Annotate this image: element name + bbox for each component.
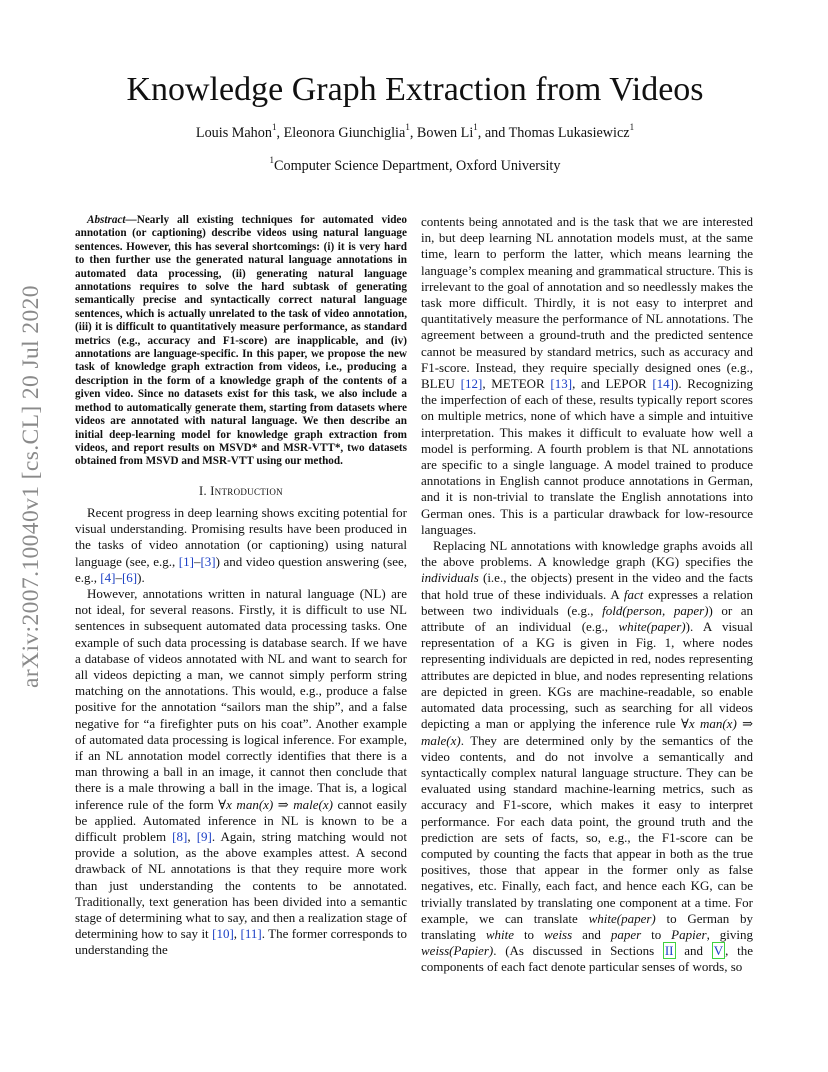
author-name: Louis Mahon (195, 125, 272, 141)
author-name: Thomas Lukasiewicz (508, 125, 630, 141)
citation-link[interactable]: [4] (100, 569, 116, 585)
section-heading-introduction: I. Introduction (199, 483, 283, 498)
author-name: Eleonora Giunchiglia (283, 125, 406, 141)
citation-link[interactable]: [13] (550, 376, 573, 392)
math-expression: ∀x man(x) ⇒ male(x) (421, 716, 753, 748)
author-name: Bowen Li (416, 125, 474, 141)
math-expression: fold(person, paper) (602, 602, 709, 618)
citation-link[interactable]: [8] (172, 828, 188, 844)
section-ref-link[interactable]: II (664, 943, 674, 959)
arxiv-identifier: arXiv:2007.10040v1 [cs.CL] 20 Jul 2020 (17, 284, 44, 688)
math-expression: Papier (671, 926, 707, 942)
citation-link[interactable]: [12] (460, 376, 483, 392)
citation-link[interactable]: [10] (212, 926, 234, 942)
right-column (421, 214, 753, 976)
body-paragraph: contents being annotated and is the task that we are interested in, but deep learning NL annotation models must, at the same time, learn to perform the latter, which means learning the language’s complex meaning and grammatical structure. This is irrelevant to the goal of annotation and so needlessly makes the task more difficult. Thirdly, it is not easy to interpret and quantitatively measure the performance of NL annotations. The agreement between a ground-truth and the predicted sentence cannot be measured by standard metrics, such as accuracy and F1-score. Instead, they require specially designed ones (e.g., BLEU [12], METEOR [13], and LEPOR [14]). Recognizing the imperfection of each of these, results typically report scores on multiple metrics, none of which have a simple and intuitive interpretation. This makes it difficult to evaluate how well a model is performing. A fourth problem is that NL annotations are specific to a single language. A model trained to produce annotations in English cannot produce annotations in German, and it is non-trivial to translate the English annotations into German ones. This is a particular drawback for low-resource languages. (421, 214, 753, 537)
separator: , (276, 125, 284, 141)
math-expression: white (485, 926, 514, 942)
math-expression: weiss (544, 926, 573, 942)
affiliation-mark: 1 (269, 155, 275, 166)
affiliation-mark: 1 (405, 122, 410, 133)
abstract-text: Nearly all existing techniques for automated video annotation (or captioning) describe videos using natural language sentences. However, this has several shortcomings: (i) it is very hard to then further use the generated natural language annotations in automated data processing, (ii) generating natural language annotations requires to solve the hard subtask of generating semantically precise and syntactically correct natural language sentences, which is actually unrelated to the task of video annotation, (iii) it is difficult to quantitatively measure performance, as standard metrics (e.g., accuracy and F1-score) are inapplicable, and (iv) annotations are language-specific. In this paper, we propose the new task of knowledge graph extraction from videos, i.e., producing a description in the form of a knowledge graph of the contents of a given video. Since no datasets exist for this task, we also include a method to automatically generate them, starting from datasets where videos are annotated with natural language. We then describe an initial deep-learning model for knowledge graph extraction from videos, and report results on MSVD* and MSR-VTT*, two datasets obtained from MSVD and MSR-VTT using our method. (75, 214, 407, 468)
emphasis: fact (623, 586, 644, 602)
intro-paragraph: However, annotations written in natural language (NL) are not ideal, for several reasons. Firstly, it is difficult to use NL sentences in subsequent automated data processing tasks. One example of such data processing is database search. If we have a database of videos annotated with NL and want to search for all videos depicting a man, we cannot simply perform string matching on the annotations. This would, e.g., produce a false positive for the annotation “sailors man the ship”, and a false negative for “a firefighter puts on his coat”. Another example of automated data processing is logical inference. For example, if an NL annotation model correctly identifies that there is a man throwing a ball in an image, it cannot then conclude that there is a male throwing a ball in the image. That is, a logical inference rule of the form ∀x man(x) ⇒ male(x) cannot easily be applied. Automated inference in NL is known to be a difficult problem [8], [9]. Again, string matching would not provide a solution, as the above examples attest. A second drawback of NL annotations is that they require more work than just understanding the contents to be annotated. Traditionally, text generation has been divided into a semantic stage of determining what to say, and then a realization stage of determining how to say it [10], [11]. The former corresponds to understanding the (75, 585, 408, 958)
citation-link[interactable]: [11] (240, 926, 262, 942)
left-column (75, 214, 407, 959)
citation-link[interactable]: [6] (121, 569, 138, 585)
emphasis: individuals (421, 570, 479, 586)
math-expression: ∀x man(x) ⇒ male(x) (218, 796, 333, 812)
author-list (70, 124, 760, 142)
section-ref-link[interactable]: V (713, 943, 724, 959)
arxiv-stamp (6, 284, 56, 688)
affiliation (70, 157, 760, 175)
citation-link[interactable]: [1] (178, 553, 194, 569)
separator: , (409, 125, 417, 141)
separator: , and (477, 125, 509, 141)
abstract (75, 214, 407, 469)
intro-paragraph: Recent progress in deep learning shows exciting potential for visual understanding. Promising results have been produced in the tasks of video annotation (or captioning) using natural language (see, e.g., [1]–[3]) and video question answering (see, e.g., [4]–[6]). (75, 504, 408, 585)
abstract-label: Abstract— (87, 214, 137, 226)
affiliation-mark: 1 (271, 122, 277, 133)
math-expression: white(paper) (588, 910, 656, 926)
math-expression: paper (610, 926, 642, 942)
citation-link[interactable]: [14] (652, 376, 674, 392)
citation-link[interactable]: [3] (200, 553, 216, 569)
affiliation-mark: 1 (473, 122, 478, 133)
math-expression: weiss(Papier) (421, 943, 494, 959)
affiliation-mark: 1 (629, 122, 635, 133)
body-paragraph: Replacing NL annotations with knowledge graphs avoids all the above problems. A knowledge graph (KG) specifies the individuals (i.e., the objects) present in the video and the facts that hold true of these individuals. A fact expresses a relation between two individuals (e.g., fold(person, paper)) or an attribute of an individual (e.g., white(paper)). A visual representation of a KG is given in Fig. 1, where nodes representing individuals are depicted in red, nodes representing attributes are depicted in blue, and nodes representing relations are depicted in green. KGs are machine-readable, so enable automated data processing, such as searching for all videos depicting a man or applying the inference rule ∀x man(x) ⇒ male(x). They are determined only by the semantics of the video contents, and do not involve a semantically and syntactically complex natural language structure. They can be evaluated using standard machine-learning metrics, such as accuracy and F1-score, which makes it easy to interpret performance. For each data point, the ground truth and the prediction are sets of facts, so, e.g., the F1-score can be computed by counting the facts that appear in both as the true positives, those that appear in the former only as false negatives, etc. Finally, each fact, and hence each KG, can be trivially translated by translating one component at a time. For example, we can translate white(paper) to German by translating white to weiss and paper to Papier, giving weiss(Papier). (As discussed in Sections II and V , the components of each fact denote particular senses of words, so (421, 538, 754, 975)
paper-title: Knowledge Graph Extraction from Videos (126, 71, 704, 108)
affiliation-text: Computer Science Department, Oxford University (274, 158, 561, 174)
math-expression: white(paper) (618, 619, 686, 635)
citation-link[interactable]: [9] (196, 828, 212, 844)
